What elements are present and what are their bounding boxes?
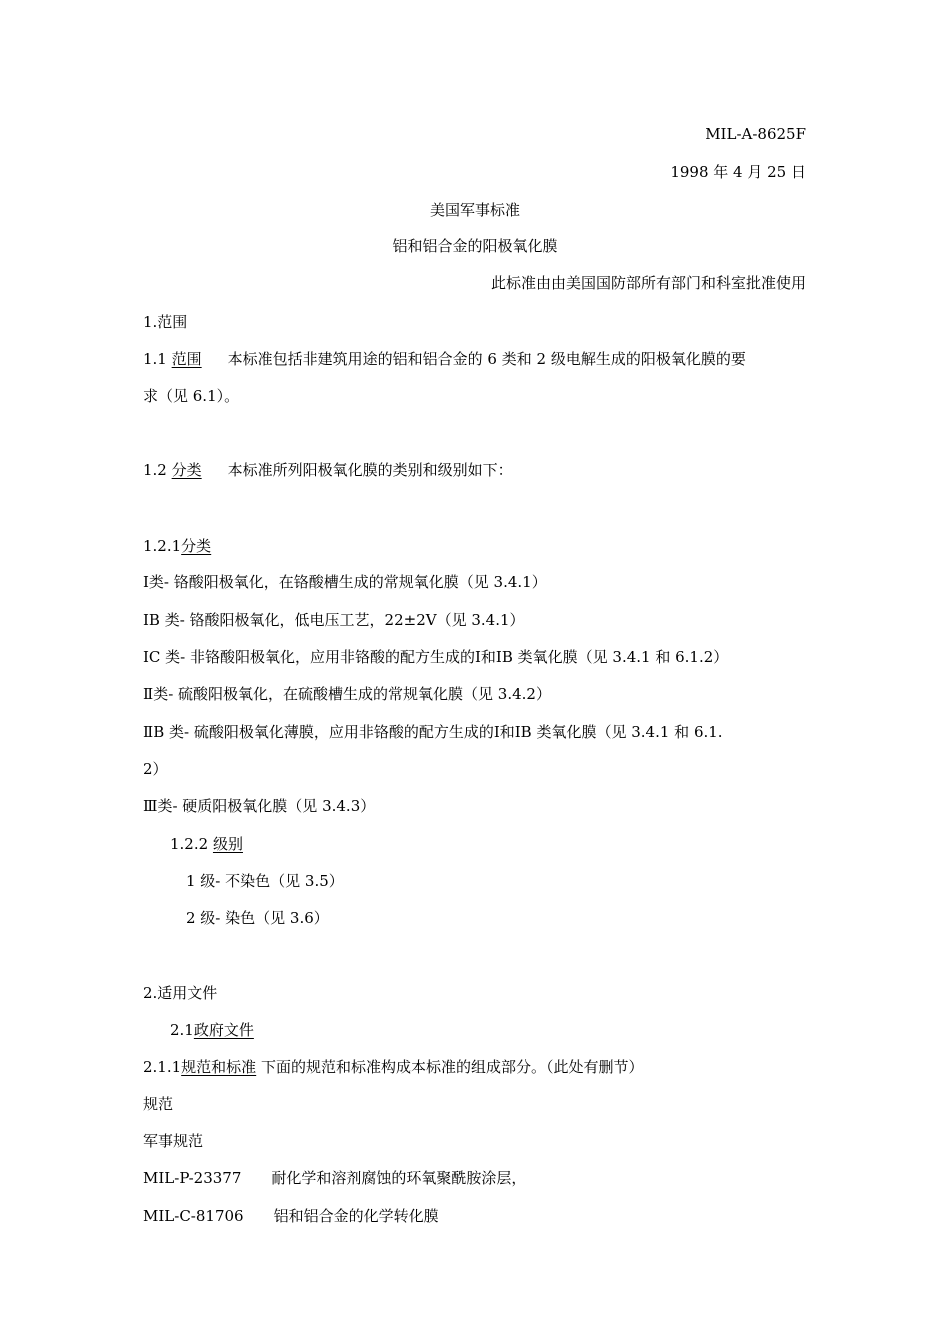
section-1-2-2-label: 级别 — [212, 835, 243, 853]
section-2-1-1-label: 规范和标准 — [181, 1058, 257, 1076]
type-item-cont: 2） — [143, 760, 168, 778]
doc-title-1: 美国军事标准 — [429, 201, 520, 219]
section-2-1-1-number: 2.1.1 — [143, 1058, 182, 1076]
section-1-1 — [143, 349, 746, 369]
spec-description: 耐化学和溶剂腐蚀的环氧聚酰胺涂层， — [271, 1169, 527, 1187]
spec-code: MIL-P-23377 — [143, 1169, 242, 1187]
section-1-2-1-number: 1.2.1 — [143, 537, 182, 555]
section-1-2-label: 分类 — [171, 461, 202, 479]
type-item: ⅠC 类- 非铬酸阳极氧化，应用非铬酸的配方生成的Ⅰ和ⅠB 类氧化膜（见 3.4.1 和 6.1.2） — [143, 648, 729, 666]
section-1-2-1-label: 分类 — [181, 537, 212, 555]
type-item: ⅠB 类- 铬酸阳极氧化，低电压工艺，22±2V（见 3.4.1） — [143, 611, 525, 629]
section-1-1-text: 本标准包括非建筑用途的铝和铝合金的 6 类和 2 级电解生成的阳极氧化膜的要 — [227, 350, 746, 368]
military-spec-heading: 军事规范 — [143, 1132, 204, 1150]
spec-heading: 规范 — [143, 1095, 174, 1113]
section-1-2-2 — [170, 834, 243, 854]
section-1-1-number: 1.1 — [143, 350, 167, 368]
spec-code: MIL-C-81706 — [143, 1207, 244, 1225]
section-1-1-label: 范围 — [171, 350, 202, 368]
section-2-1-label: 政府文件 — [193, 1021, 254, 1039]
section-1-2-2-number: 1.2.2 — [170, 835, 209, 853]
section-1-2-1 — [143, 536, 211, 556]
type-item: ⅡB 类- 硫酸阳极氧化薄膜，应用非铬酸的配方生成的Ⅰ和ⅠB 类氧化膜（见 3.4.1 和 6.1. — [143, 723, 723, 741]
type-item: Ⅲ类- 硬质阳极氧化膜（见 3.4.3） — [143, 797, 376, 815]
grade-item: 2 级- 染色（见 3.6） — [186, 909, 329, 927]
type-item: Ⅰ类- 铬酸阳极氧化，在铬酸槽生成的常规氧化膜（见 3.4.1） — [143, 573, 547, 591]
spec-row — [143, 1168, 526, 1188]
doc-number: MIL-A-8625F — [705, 125, 806, 143]
section-1-heading: 1.范围 — [143, 313, 188, 331]
section-1-2 — [143, 460, 513, 480]
section-2-heading: 2.适用文件 — [143, 984, 218, 1002]
grade-item: 1 级- 不染色（见 3.5） — [186, 872, 344, 890]
section-1-1-text-cont: 求（见 6.1）。 — [143, 387, 240, 405]
type-item: Ⅱ类- 硫酸阳极氧化，在硫酸槽生成的常规氧化膜（见 3.4.2） — [143, 685, 551, 703]
doc-title-2: 铝和铝合金的阳极氧化膜 — [392, 237, 558, 255]
section-1-2-text: 本标准所列阳极氧化膜的类别和级别如下： — [227, 461, 513, 479]
section-2-1-number: 2.1 — [170, 1021, 194, 1039]
section-1-2-number: 1.2 — [143, 461, 167, 479]
section-2-1-1-text: 下面的规范和标准构成本标准的组成部分。（此处有删节） — [260, 1058, 644, 1076]
doc-date: 1998 年 4 月 25 日 — [670, 163, 806, 181]
spec-row — [143, 1206, 439, 1226]
spec-description: 铝和铝合金的化学转化膜 — [273, 1207, 439, 1225]
section-2-1 — [170, 1020, 254, 1040]
section-2-1-1 — [143, 1057, 643, 1077]
approval-statement: 此标准由由美国国防部所有部门和科室批准使用 — [490, 274, 806, 292]
